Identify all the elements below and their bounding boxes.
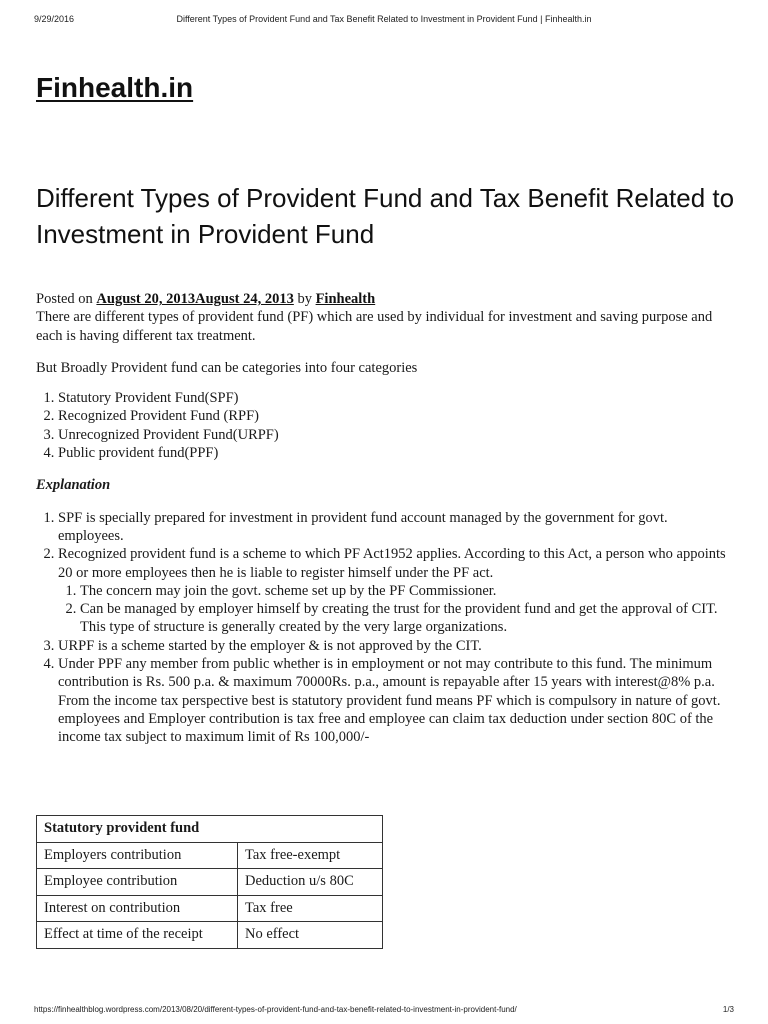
list-item [58,637,736,655]
table-header-row [37,816,383,843]
intro-paragraph: There are different types of provident fund (PF) which are used by individual for investment and saving purpose and each is having different tax treatment. [36,309,713,344]
print-url: https://finhealthblog.wordpress.com/2013/08/20/different-types-of-provident-fund-and-tax-benefit-related-to-investment-in-provident-fund/ [34,1005,517,1014]
print-date: 9/29/2016 [34,14,75,24]
post-date-link[interactable]: August 20, 2013August 24, 2013 [96,291,294,307]
list-item: 3. Unrecognized Provident Fund(URPF) [58,426,736,444]
site-title-link[interactable]: Finhealth.in [36,72,194,103]
author-link[interactable]: Finhealth [315,291,376,307]
table-cell: Deduction u/s 80C [238,869,383,896]
list-item [58,509,736,546]
list-item: 4. Public provident fund(PPF) [58,444,736,462]
table-cell: Tax free [238,895,383,922]
table-cell: Effect at time of the receipt [37,922,238,949]
list-item: 2. Can be managed by employer himself by creating the trust for the provident fund and get the approval of CIT. This type of structure is generally created by the very large organizations. [80,600,736,637]
list-item [58,545,736,636]
by-label: by [297,291,312,307]
explanation-text: Under PPF any member from public whether is in employment or not may contribute to this fund. The minimum contribution is Rs. 500 p.a. & maximum 70000Rs. p.a., amount is repayable after 15 years with interest@8% p.a. From the income tax perspective best is statutory provident fund means PF which is compulsory in nature of govt. employees and Employer contribution is tax free and employee can claim tax deduction under section 80C of the income tax subject to maximum limit of Rs 100,000/- [58,656,721,746]
explanation-heading: Explanation [36,477,111,494]
table-row [37,895,383,922]
explanation-text: SPF is specially prepared for investment in provident fund account managed by the government for govt. employees. [58,509,668,544]
provident-fund-table [36,815,383,949]
table-row [37,842,383,869]
posted-on-label: Posted on [36,291,93,307]
explanation-text: Recognized provident fund is a scheme to which PF Act1952 applies. According to this Act, a person who appoints 20 or more employees then he is liable to register himself under the PF act. [58,546,726,581]
post-title: Different Types of Provident Fund and Tax Benefit Related to Investment in Provident Fund [36,183,735,249]
print-page-title: Different Types of Provident Fund and Tax Benefit Related to Investment in Provident Fund | Finhealth.in [176,14,592,24]
explanation-sublist [58,582,736,637]
table-header: Statutory provident fund [37,816,383,843]
table-cell: Tax free-exempt [238,842,383,869]
explanation-list [36,509,736,747]
table-row [37,922,383,949]
table-cell: Employee contribution [37,869,238,896]
explanation-text: URPF is a scheme started by the employer & is not approved by the CIT. [58,637,482,654]
list-item: 1. Statutory Provident Fund(SPF) [58,389,736,407]
list-item [58,655,736,746]
table-cell: Employers contribution [37,842,238,869]
table-row [37,869,383,896]
table-cell: Interest on contribution [37,895,238,922]
post-meta [36,290,736,308]
page-number: 1/3 [722,1005,734,1014]
categories-list [36,389,736,462]
categories-paragraph: But Broadly Provident fund can be categories into four categories [36,359,418,376]
list-item: 2. Recognized Provident Fund (RPF) [58,407,736,425]
table-cell: No effect [238,922,383,949]
post-content [36,290,736,747]
list-item: 1. The concern may join the govt. scheme set up by the PF Commissioner. [80,582,736,600]
